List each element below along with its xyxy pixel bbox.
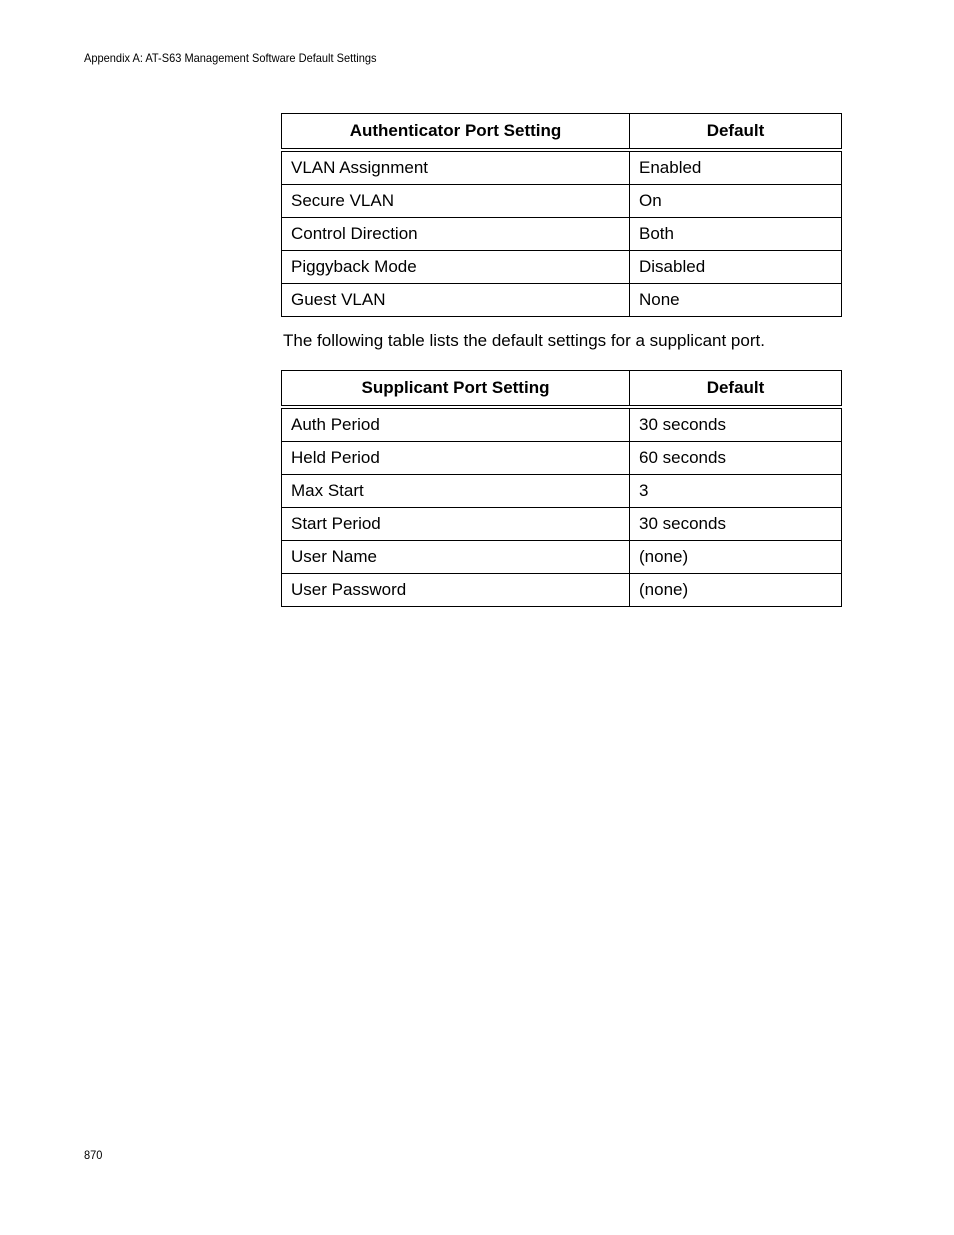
setting-cell: Max Start xyxy=(282,475,630,508)
default-cell: 30 seconds xyxy=(630,508,842,541)
default-cell: Disabled xyxy=(630,251,842,284)
table-header-row xyxy=(282,371,842,408)
authenticator-port-settings-table xyxy=(281,113,842,317)
table-row xyxy=(282,150,842,185)
default-cell: 30 seconds xyxy=(630,407,842,442)
setting-cell: VLAN Assignment xyxy=(282,150,630,185)
column-header-setting: Supplicant Port Setting xyxy=(282,371,630,408)
default-cell: On xyxy=(630,185,842,218)
setting-cell: Guest VLAN xyxy=(282,284,630,317)
setting-cell: User Name xyxy=(282,541,630,574)
column-header-default: Default xyxy=(630,114,842,151)
default-cell: 3 xyxy=(630,475,842,508)
table-row xyxy=(282,185,842,218)
table-row xyxy=(282,442,842,475)
table-header-row xyxy=(282,114,842,151)
setting-cell: Piggyback Mode xyxy=(282,251,630,284)
page-number: 870 xyxy=(84,1148,103,1162)
supplicant-port-settings-table xyxy=(281,370,842,607)
table-row xyxy=(282,475,842,508)
default-cell: None xyxy=(630,284,842,317)
running-header: Appendix A: AT-S63 Management Software Default Settings xyxy=(84,51,377,65)
setting-cell: User Password xyxy=(282,574,630,607)
column-header-default: Default xyxy=(630,371,842,408)
default-cell: Both xyxy=(630,218,842,251)
setting-cell: Held Period xyxy=(282,442,630,475)
default-cell: 60 seconds xyxy=(630,442,842,475)
setting-cell: Auth Period xyxy=(282,407,630,442)
setting-cell: Start Period xyxy=(282,508,630,541)
table-row xyxy=(282,541,842,574)
table-row xyxy=(282,218,842,251)
setting-cell: Control Direction xyxy=(282,218,630,251)
default-cell: (none) xyxy=(630,574,842,607)
table-row xyxy=(282,574,842,607)
table-row xyxy=(282,508,842,541)
default-cell: (none) xyxy=(630,541,842,574)
setting-cell: Secure VLAN xyxy=(282,185,630,218)
table-row xyxy=(282,407,842,442)
default-cell: Enabled xyxy=(630,150,842,185)
table-row xyxy=(282,284,842,317)
supplicant-intro-paragraph: The following table lists the default settings for a supplicant port. xyxy=(283,331,765,350)
table-row xyxy=(282,251,842,284)
column-header-setting: Authenticator Port Setting xyxy=(282,114,630,151)
